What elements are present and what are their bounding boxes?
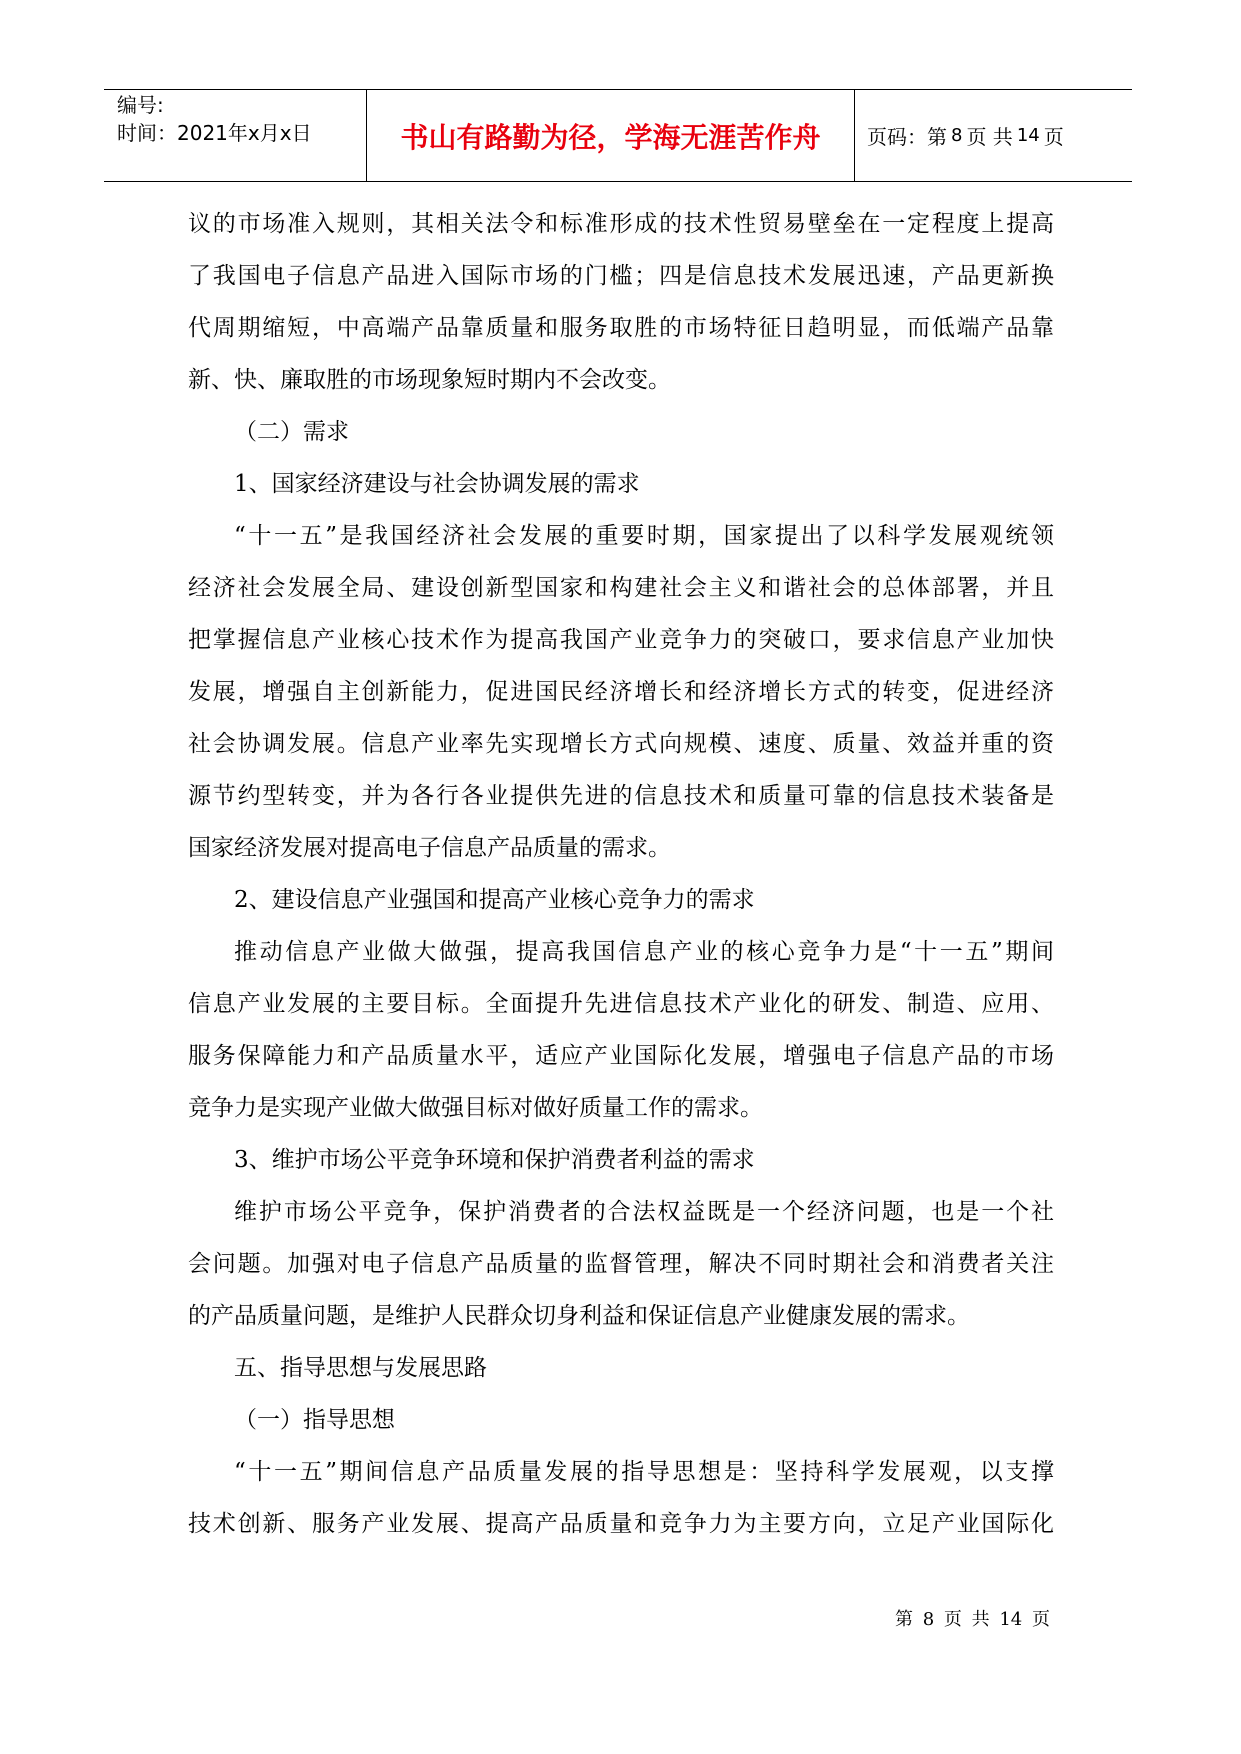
subheading-economic-demand: 1、国家经济建设与社会协调发展的需求 [234, 471, 640, 497]
text-line: 把掌握信息产业核心技术作为提高我国产业竞争力的突破口，要求信息产业加快 [188, 627, 1054, 653]
header-meta-cell [104, 90, 367, 181]
text-line: 服务保障能力和产品质量水平，适应产业国际化发展，增强电子信息产品的市场 [188, 1043, 1054, 1069]
text-line: “十一五”是我国经济社会发展的重要时期，国家提出了以科学发展观统领 [234, 523, 1054, 549]
text-line: 社会协调发展。信息产业率先实现增长方式向规模、速度、质量、效益并重的资 [188, 731, 1054, 757]
subheading-guiding-thought: （一）指导思想 [234, 1407, 395, 1433]
header-page-cell [855, 90, 1132, 181]
header-motto-cell [367, 90, 855, 181]
text-line: 技术创新、服务产业发展、提高产品质量和竞争力为主要方向，立足产业国际化 [188, 1511, 1054, 1537]
text-line: 国家经济发展对提高电子信息产品质量的需求。 [188, 835, 671, 861]
page-middle: 页 共 [966, 125, 1013, 149]
subheading-consumer-demand: 3、维护市场公平竞争环境和保护消费者利益的需求 [234, 1147, 755, 1173]
page-current: 8 [951, 125, 963, 146]
page-footer: 第 8 页 共 14 页 [895, 1609, 1050, 1630]
section-heading-demand: （二）需求 [234, 419, 349, 445]
section-heading-guiding: 五、指导思想与发展思路 [234, 1355, 487, 1381]
paragraph-economic-demand [188, 510, 1054, 874]
text-line: 代周期缩短，中高端产品靠质量和服务取胜的市场特征日趋明显，而低端产品靠 [188, 315, 1054, 341]
time-label: 时间：2021年x月x日 [117, 121, 312, 145]
text-line: 了我国电子信息产品进入国际市场的门槛；四是信息技术发展迅速，产品更新换 [188, 263, 1054, 289]
paragraph-consumer-demand [188, 1186, 1054, 1342]
text-line: 议的市场准入规则，其相关法令和标准形成的技术性贸易壁垒在一定程度上提高 [188, 211, 1054, 237]
text-line: 会问题。加强对电子信息产品质量的监督管理，解决不同时期社会和消费者关注 [188, 1251, 1054, 1277]
text-line: 竞争力是实现产业做大做强目标对做好质量工作的需求。 [188, 1095, 763, 1121]
subheading-industry-demand: 2、建设信息产业强国和提高产业核心竞争力的需求 [234, 887, 755, 913]
text-line: 经济社会发展全局、建设创新型国家和构建社会主义和谐社会的总体部署，并且 [188, 575, 1054, 601]
paragraph-guiding-thought [188, 1446, 1054, 1550]
page-suffix: 页 [1043, 125, 1064, 149]
text-line: 推动信息产业做大做强，提高我国信息产业的核心竞争力是“十一五”期间 [234, 939, 1054, 965]
page-prefix: 页码：第 [867, 125, 947, 149]
paragraph-industry-demand [188, 926, 1054, 1134]
page-total: 14 [1016, 125, 1040, 146]
page-header [104, 89, 1132, 182]
text-line: 源节约型转变，并为各行各业提供先进的信息技术和质量可靠的信息技术装备是 [188, 783, 1054, 809]
text-line: 新、快、廉取胜的市场现象短时期内不会改变。 [188, 367, 671, 393]
text-line: “十一五”期间信息产品质量发展的指导思想是：坚持科学发展观，以支撑 [234, 1459, 1054, 1485]
text-line: 发展，增强自主创新能力，促进国民经济增长和经济增长方式的转变，促进经济 [188, 679, 1054, 705]
document-body [188, 198, 1054, 1550]
header-motto: 书山有路勤为径，学海无涯苦作舟 [400, 120, 821, 154]
paragraph-market-barriers [188, 198, 1054, 406]
text-line: 的产品质量问题，是维护人民群众切身利益和保证信息产业健康发展的需求。 [188, 1303, 970, 1329]
text-line: 维护市场公平竞争，保护消费者的合法权益既是一个经济问题，也是一个社 [234, 1199, 1054, 1225]
serial-number-label: 编号: [117, 93, 164, 117]
text-line: 信息产业发展的主要目标。全面提升先进信息技术产业化的研发、制造、应用、 [188, 991, 1054, 1017]
